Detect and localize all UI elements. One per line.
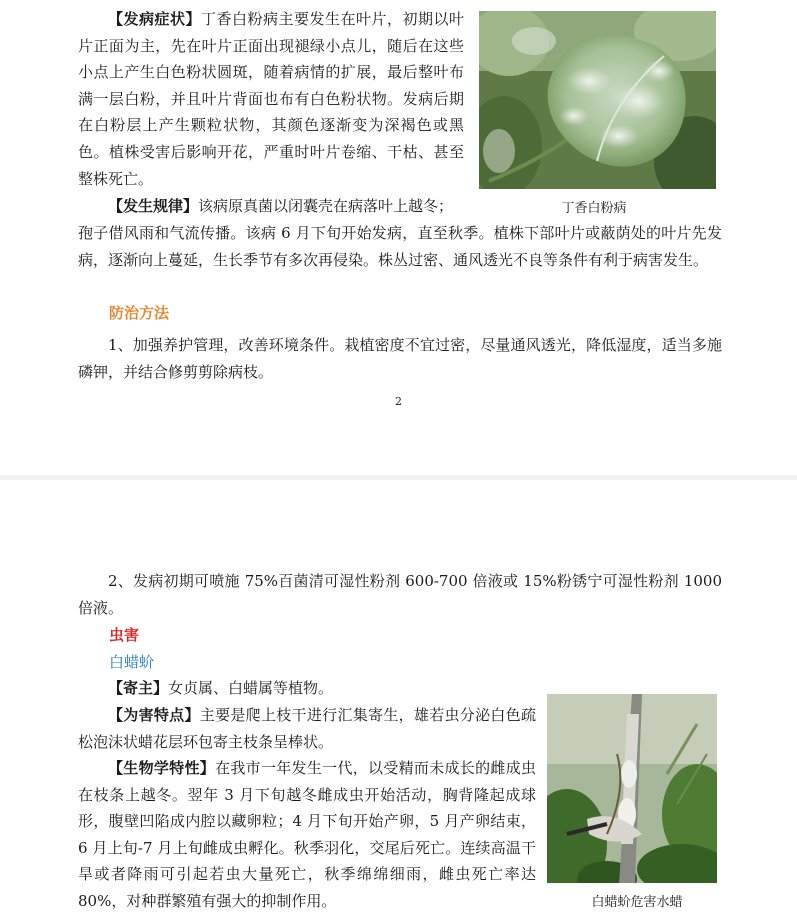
control-methods-heading: 防治方法 <box>109 304 170 322</box>
white-wax-scale-photo <box>547 694 717 883</box>
host-label: 【寄主】 <box>108 679 169 697</box>
biology-text: 在我市一年发生一代，以受精而未成长的雌成虫在枝条上越冬。翌年 3 月下旬越冬雌成虫开始活动，胸背隆起成球形，腹壁凹陷成内腔以藏卵粒；4 月下旬开始产卵，5 月产卵结束，6 月上旬-7 月上旬雌成虫孵化。秋季羽化，交尾后死亡。连续高温干旱或者降雨可引起若虫大量死亡，秋季绵绵细雨，雌虫死亡率达 80%，对种群繁殖有强大的抑制作用。 <box>78 759 536 910</box>
pattern-paragraph-continued: 孢子借风雨和气流传播。该病 6 月下旬开始发病，直至秋季。植株下部叶片或蔽荫处的叶片先发病，逐渐向上蔓延，生长季节有多次再侵染。株丛过密、通风透光不良等条件有利于病害发生。 <box>78 224 722 269</box>
document-page-2 <box>0 480 797 914</box>
harm-paragraph <box>78 702 536 755</box>
symptom-label: 【发病症状】 <box>108 10 201 28</box>
symptom-text: 丁香白粉病主要发生在叶片，初期以叶片正面为主，先在叶片正面出现褪绿小点儿，随后在这些小点上产生白色粉状圆斑，随着病情的扩展，最后整叶布满一层白粉，并且叶片背面也布有白色粉状物。发病后期在白粉层上产生颗粒状物，其颜色逐渐变为深褐色或黑色。植株受害后影响开花，严重时叶片卷缩、干枯、甚至整株死亡。 <box>78 10 464 188</box>
harm-text: 主要是爬上枝干进行汇集寄生，雄若虫分泌白色疏松泡沫状蜡花层环包寄主枝条呈棒状。 <box>78 706 536 751</box>
host-paragraph <box>78 675 528 702</box>
pattern-paragraph-start <box>78 193 470 220</box>
biology-paragraph <box>78 755 536 914</box>
pest-heading: 虫害 <box>109 626 140 644</box>
photo-caption-1: 丁香白粉病 <box>561 201 627 216</box>
pattern-label: 【发生规律】 <box>108 197 199 215</box>
biology-label: 【生物学特性】 <box>108 759 216 777</box>
pattern-text: 该病原真菌以闭囊壳在病落叶上越冬； <box>198 197 454 215</box>
lilac-powdery-mildew-photo <box>479 11 716 189</box>
symptom-paragraph <box>78 6 464 192</box>
pest-name-heading: 白蜡蚧 <box>109 653 155 671</box>
control-item-1: 1、加强养护管理，改善环境条件。栽植密度不宜过密，尽量通风透光，降低湿度，适当多施磷钾，并结合修剪剪除病枝。 <box>78 336 722 381</box>
harm-label: 【为害特点】 <box>108 706 200 724</box>
photo-caption-2: 白蜡蚧危害水蜡 <box>591 895 683 910</box>
control-item-2: 2、发病初期可喷施 75%百菌清可湿性粉剂 600-700 倍液或 15%粉锈宁可湿性粉剂 1000 倍液。 <box>78 572 722 617</box>
page-number: 2 <box>395 395 402 408</box>
host-text: 女贞属、白蜡属等植物。 <box>168 679 334 697</box>
